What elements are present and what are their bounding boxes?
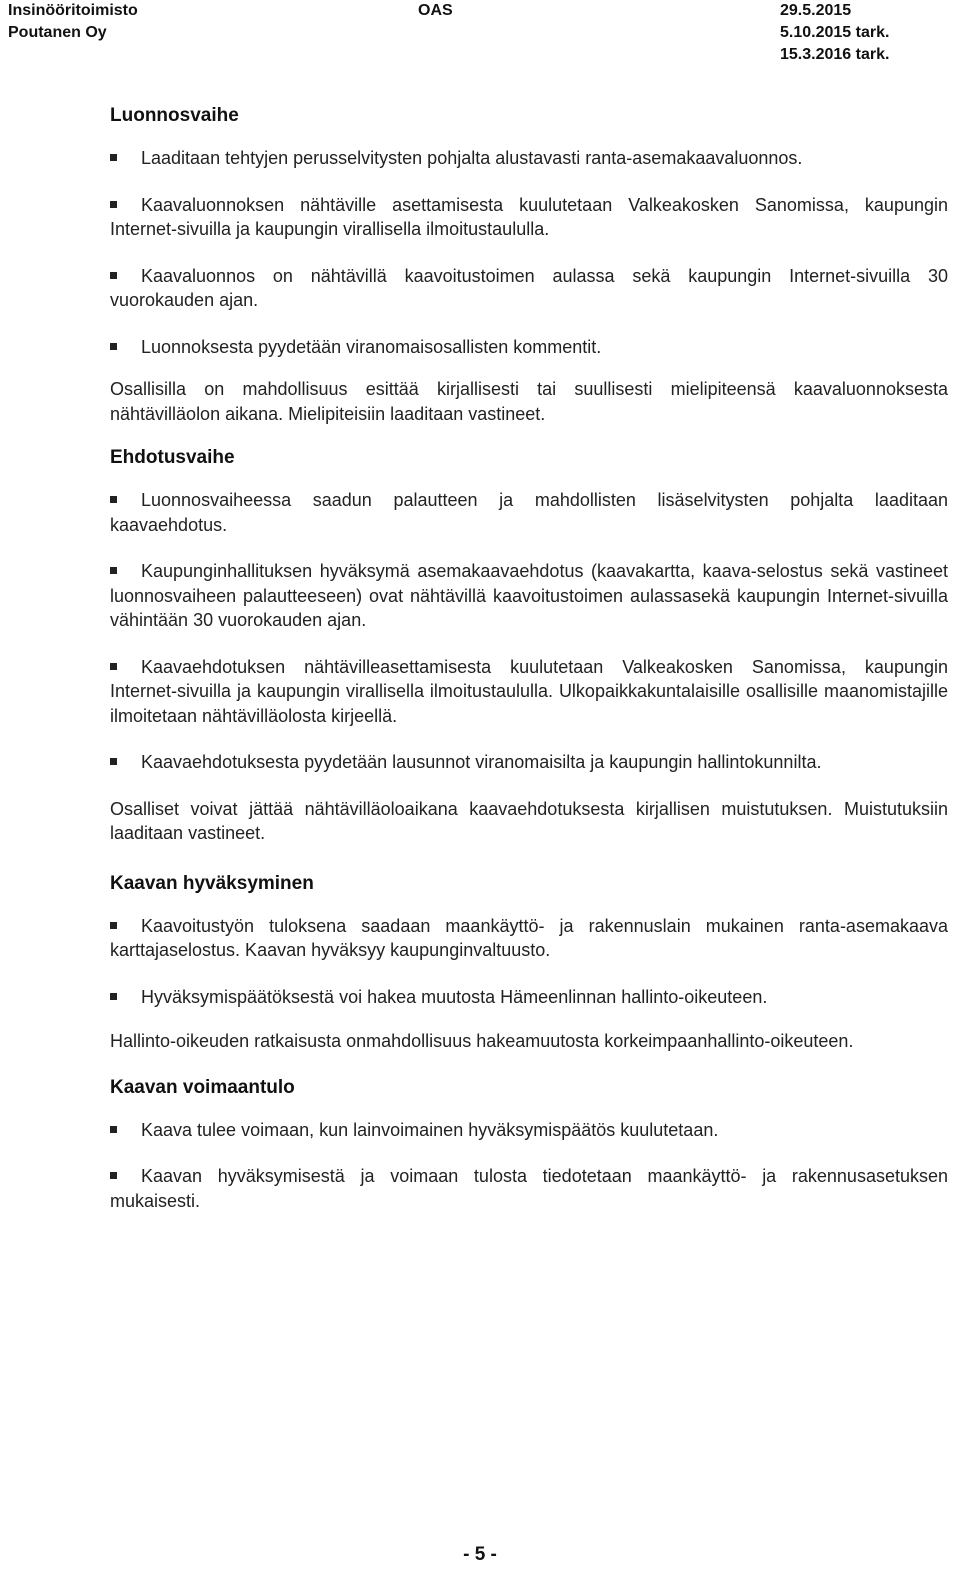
header-dates [780, 0, 889, 66]
document-body [110, 104, 948, 1213]
section-heading-kaavan-hyvaksyminen: Kaavan hyväksyminen [110, 872, 314, 894]
body-paragraph: Osalliset voivat jättää nähtävilläoloaikana kaavaehdotuksesta kirjallisen muistutuksen. Muistutuksiin laaditaan vastineet. [110, 798, 948, 843]
company-name-line1: Insinööritoimisto [8, 2, 138, 19]
bullet-item: Kaava tulee voimaan, kun lainvoimainen hyväksymispäätös kuulutetaan. [110, 1118, 948, 1143]
bullet-square-icon [110, 496, 117, 503]
bullet-item: Kaavaluonnoksen nähtäville asettamisesta kuulutetaan Valkeakosken Sanomissa, kaupungin Internet-sivuilla ja kaupungin virallisella ilmoitustaululla. [110, 194, 948, 239]
bullet-item: Hyväksymispäätöksestä voi hakea muutosta Hämeenlinnan hallinto-oikeuteen. [110, 985, 948, 1010]
bullet-item: Luonnoksesta pyydetään viranomaisosallisten kommentit. [110, 335, 948, 360]
bullet-square-icon [110, 1172, 117, 1179]
bullet-square-icon [110, 1126, 117, 1133]
bullet-square-icon [110, 567, 117, 574]
section-heading-ehdotusvaihe: Ehdotusvaihe [110, 447, 235, 468]
company-name-line2: Poutanen Oy [8, 24, 107, 41]
bullet-item: Kaavaehdotuksesta pyydetään lausunnot viranomaisilta ja kaupungin hallintokunnilta. [110, 750, 948, 775]
body-paragraph: Hallinto-oikeuden ratkaisusta onmahdollisuus hakeamuutosta korkeimpaanhallinto-oikeuteen. [110, 1031, 854, 1051]
doc-type-label: OAS [418, 2, 453, 19]
bullet-square-icon [110, 758, 117, 765]
bullet-item: Laaditaan tehtyjen perusselvitysten pohjalta alustavasti ranta-asemakaavaluonnos. [110, 146, 948, 171]
date-revision-2: 15.3.2016 tark. [780, 46, 890, 63]
bullet-item: Kaavoitustyön tuloksena saadaan maankäyttö- ja rakennuslain mukainen ranta-asemakaava karttajaselostus. Kaavan hyväksyy kaupunginvaltuusto. [110, 915, 948, 960]
section-heading-luonnosvaihe: Luonnosvaihe [110, 105, 239, 126]
bullet-item: Kaupunginhallituksen hyväksymä asemakaavaehdotus (kaavakartta, kaava-selostus sekä vastineet luonnosvaiheen palautteeseen) ovat nähtävillä kaavoitustoimen aulassasekä kaupungin Internet-sivuilla vähintään 30 vuorokauden ajan. [110, 561, 948, 630]
bullet-item: Kaavan hyväksymisestä ja voimaan tulosta tiedotetaan maankäyttö- ja rakennusasetuksen mukaisesti. [110, 1166, 948, 1211]
date-original: 29.5.2015 [780, 2, 852, 19]
bullet-item: Luonnosvaiheessa saadun palautteen ja mahdollisten lisäselvitysten pohjalta laaditaan kaavaehdotus. [110, 490, 948, 535]
bullet-square-icon [110, 272, 117, 279]
bullet-item: Kaavaehdotuksen nähtävilleasettamisesta kuulutetaan Valkeakosken Sanomissa, kaupungin Internet-sivuilla ja kaupungin virallisella ilmoitustaululla. Ulkopaikkakuntalaisille osallisille maanomistajille ilmoitetaan nähtävilläolosta kirjeellä. [110, 656, 948, 726]
bullet-square-icon [110, 993, 117, 1000]
section-heading-kaavan-voimaantulo: Kaavan voimaantulo [110, 1076, 295, 1098]
page-number: - 5 - [463, 1544, 497, 1565]
bullet-square-icon [110, 663, 117, 670]
body-paragraph: Osallisilla on mahdollisuus esittää kirjallisesti tai suullisesti mielipiteensä kaavaluonnoksesta nähtävilläolon aikana. Mielipiteisiin laaditaan vastineet. [110, 379, 948, 424]
date-revision-1: 5.10.2015 tark. [780, 24, 890, 41]
bullet-square-icon [110, 201, 117, 208]
bullet-square-icon [110, 343, 117, 350]
header-company [8, 0, 138, 44]
header-doc-type [418, 0, 453, 22]
bullet-item: Kaavaluonnos on nähtävillä kaavoitustoimen aulassa sekä kaupungin Internet-sivuilla 30 vuorokauden ajan. [110, 265, 948, 310]
bullet-square-icon [110, 922, 117, 929]
bullet-square-icon [110, 154, 117, 161]
